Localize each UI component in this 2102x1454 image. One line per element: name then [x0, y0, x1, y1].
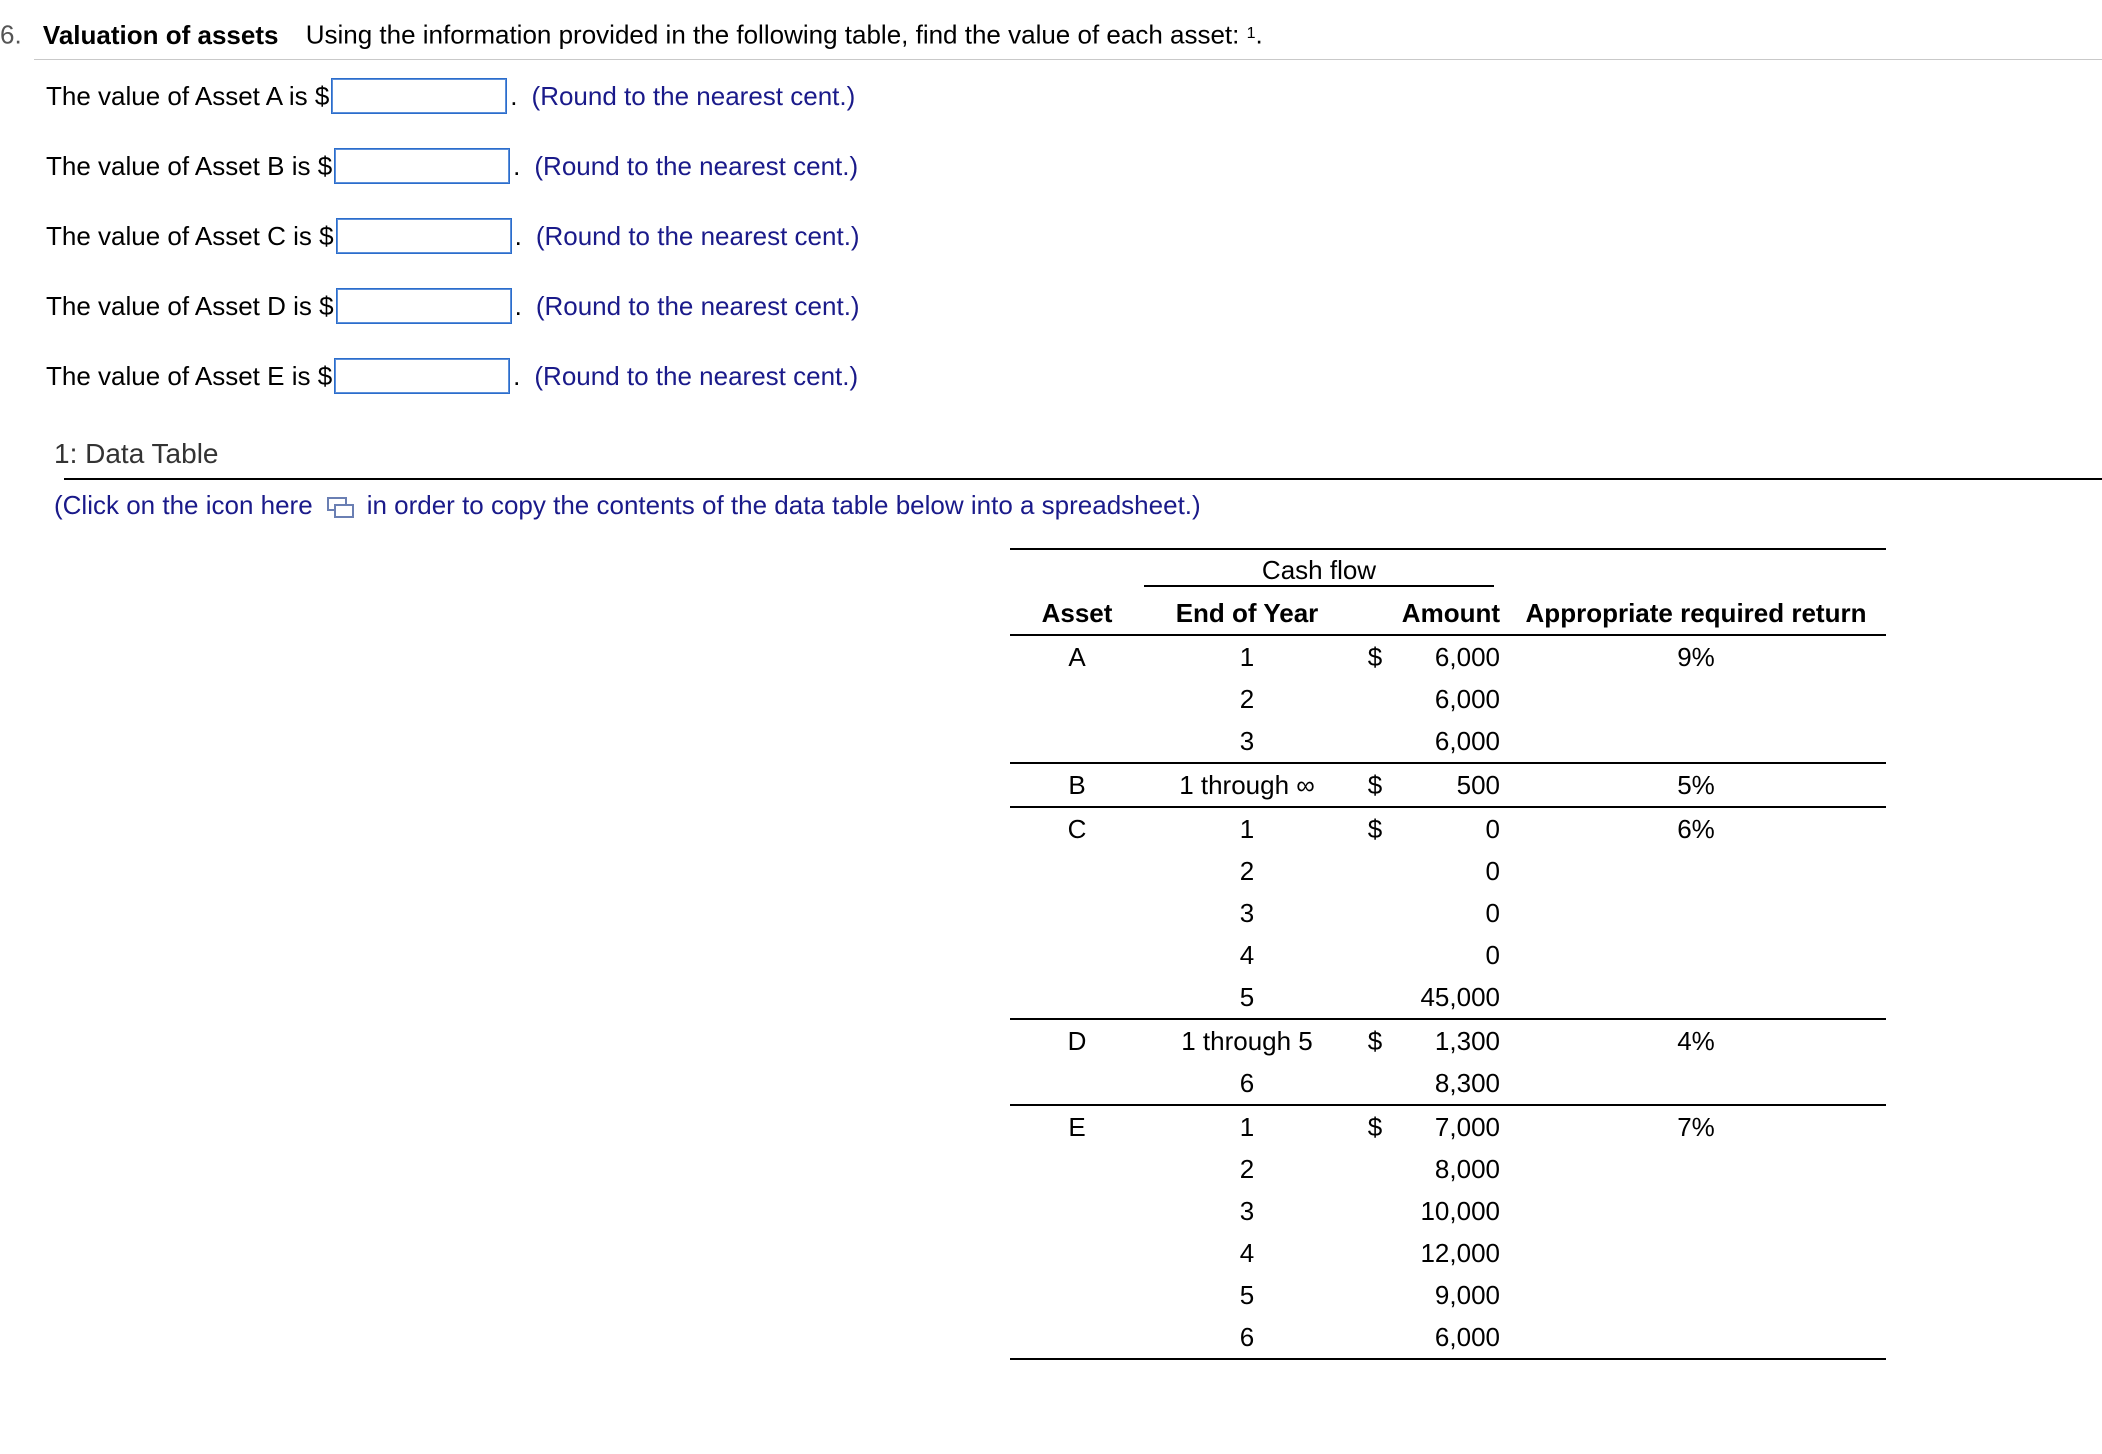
cell-end-of-year: 2: [1239, 1154, 1255, 1184]
cell-end-of-year: 6: [1144, 1316, 1350, 1359]
cell-currency: $: [1367, 642, 1383, 672]
cell-currency: [1350, 1274, 1400, 1316]
cell-required-return: [1506, 892, 1886, 934]
table-row: [1010, 1105, 1886, 1148]
cell-amount: 6,000: [1434, 684, 1500, 714]
cell-required-return: [1506, 1232, 1886, 1274]
cell-amount: 6,000: [1400, 720, 1506, 763]
data-table-title: 1: Data Table: [54, 438, 219, 469]
answer-label: The value of Asset A is $: [46, 81, 330, 111]
cell-required-return: 6%: [1677, 814, 1715, 844]
cell-end-of-year: 1: [1239, 1112, 1255, 1142]
column-header-asset: Asset: [1010, 592, 1144, 635]
cell-required-return: [1506, 720, 1886, 763]
asset-a-value-input[interactable]: [331, 78, 507, 114]
cell-asset: [1010, 1190, 1144, 1232]
asset-b-value-input[interactable]: [334, 148, 510, 184]
cell-currency: [1350, 1232, 1400, 1274]
cell-currency: $: [1367, 1026, 1383, 1056]
round-hint: (Round to the nearest cent.): [531, 81, 856, 111]
cell-asset: C: [1067, 814, 1087, 844]
cell-amount: 10,000: [1420, 1196, 1500, 1226]
cell-amount: 12,000: [1420, 1238, 1500, 1268]
cell-amount: 1,300: [1434, 1026, 1500, 1056]
cell-required-return: [1506, 678, 1886, 720]
copy-spreadsheet-icon[interactable]: [325, 494, 353, 516]
cell-amount: 0: [1485, 940, 1500, 970]
cell-currency: [1350, 850, 1400, 892]
cell-end-of-year: 4: [1239, 1238, 1255, 1268]
round-hint: (Round to the nearest cent.): [534, 151, 859, 181]
cell-amount: 6,000: [1400, 1316, 1506, 1359]
cell-required-return: 7%: [1677, 1112, 1715, 1142]
cell-asset: [1010, 934, 1144, 976]
cell-asset: D: [1067, 1026, 1087, 1056]
cell-required-return: 9%: [1677, 642, 1715, 672]
question-trailing: .: [1255, 19, 1263, 50]
answer-row-d: [46, 286, 860, 326]
answer-separator: .: [514, 291, 522, 321]
table-row: [1010, 1062, 1886, 1105]
cell-asset: [1010, 1232, 1144, 1274]
column-header-required-return: Appropriate required return: [1506, 592, 1886, 635]
cell-asset: [1010, 892, 1144, 934]
cell-required-return: [1506, 1190, 1886, 1232]
cell-amount: 45,000: [1400, 976, 1506, 1019]
answer-separator: .: [514, 221, 522, 251]
column-header-amount: Amount: [1350, 592, 1506, 635]
footnote-link[interactable]: 1: [1246, 25, 1256, 42]
cell-required-return: [1506, 1062, 1886, 1105]
cell-amount: 0: [1485, 856, 1500, 886]
copy-text-before: (Click on the icon here: [54, 490, 313, 520]
table-row: [1010, 763, 1886, 807]
round-hint: (Round to the nearest cent.): [535, 291, 860, 321]
cell-currency: [1350, 934, 1400, 976]
cell-currency: [1350, 1316, 1400, 1359]
cell-end-of-year: 6: [1144, 1062, 1350, 1105]
cell-currency: [1350, 678, 1400, 720]
cell-required-return: 5%: [1506, 763, 1886, 807]
cell-asset: [1010, 976, 1144, 1019]
table-row: [1010, 807, 1886, 850]
answer-label: The value of Asset B is $: [46, 151, 333, 181]
cell-required-return: [1506, 934, 1886, 976]
round-hint: (Round to the nearest cent.): [535, 221, 860, 251]
data-table-divider: [64, 478, 2102, 480]
cell-currency: $: [1367, 814, 1383, 844]
cell-asset: [1010, 850, 1144, 892]
cell-end-of-year: 3: [1239, 1196, 1255, 1226]
asset-d-value-input[interactable]: [336, 288, 512, 324]
answer-row-b: [46, 146, 858, 186]
asset-e-value-input[interactable]: [334, 358, 510, 394]
cell-asset: [1010, 1062, 1144, 1105]
table-row: [1010, 1148, 1886, 1190]
cash-flow-group-header: Cash flow: [1144, 555, 1494, 587]
cell-currency: $: [1350, 763, 1400, 807]
answer-row-a: [46, 76, 855, 116]
cell-required-return: [1506, 1274, 1886, 1316]
cell-currency: [1350, 892, 1400, 934]
cell-amount: 8,000: [1434, 1154, 1500, 1184]
question-number: 6.: [0, 19, 22, 50]
cell-currency: [1350, 976, 1400, 1019]
answer-label: The value of Asset E is $: [46, 361, 333, 391]
table-row: [1010, 1190, 1886, 1232]
cell-amount: 0: [1485, 814, 1500, 844]
cell-required-return: [1506, 1316, 1886, 1359]
cell-amount: 9,000: [1434, 1280, 1500, 1310]
cell-currency: $: [1367, 1112, 1383, 1142]
cell-asset: [1010, 720, 1144, 763]
cell-currency: [1350, 1148, 1400, 1190]
cell-required-return: 4%: [1677, 1026, 1715, 1056]
table-row: [1010, 1316, 1886, 1359]
table-row: [1010, 892, 1886, 934]
copy-text-after: in order to copy the contents of the data table below into a spreadsheet.): [366, 490, 1201, 520]
question-header: [0, 10, 1263, 50]
cell-end-of-year: 2: [1239, 856, 1255, 886]
cell-required-return: [1506, 976, 1886, 1019]
cell-end-of-year: 1 through 5: [1181, 1026, 1313, 1056]
cell-asset: [1010, 1274, 1144, 1316]
table-row: [1010, 720, 1886, 763]
cell-end-of-year: 3: [1239, 898, 1255, 928]
cell-end-of-year: 4: [1239, 940, 1255, 970]
answer-separator: .: [513, 151, 521, 181]
question-prompt: Using the information provided in the following table, find the value of each asset:: [305, 19, 1240, 50]
data-table: [1010, 548, 1886, 1360]
question-title: Valuation of assets: [42, 19, 279, 50]
cell-required-return: [1506, 1148, 1886, 1190]
cell-required-return: [1506, 850, 1886, 892]
table-row: [1010, 1019, 1886, 1062]
cell-end-of-year: 3: [1144, 720, 1350, 763]
table-row: [1010, 678, 1886, 720]
cell-amount: 7,000: [1434, 1112, 1500, 1142]
table-row: [1010, 635, 1886, 678]
cell-end-of-year: 5: [1144, 976, 1350, 1019]
cell-asset: [1010, 1148, 1144, 1190]
cell-amount: 8,300: [1400, 1062, 1506, 1105]
cell-currency: [1350, 1062, 1400, 1105]
cell-end-of-year: 2: [1239, 684, 1255, 714]
round-hint: (Round to the nearest cent.): [534, 361, 859, 391]
cell-currency: [1350, 720, 1400, 763]
answer-separator: .: [510, 81, 518, 111]
cell-amount: 500: [1400, 763, 1506, 807]
table-row: [1010, 976, 1886, 1019]
cell-asset: E: [1068, 1112, 1086, 1142]
cell-amount: 0: [1485, 898, 1500, 928]
answer-label: The value of Asset C is $: [46, 221, 334, 251]
copy-instructions: [54, 487, 1201, 523]
column-header-end-of-year: End of Year: [1144, 592, 1350, 635]
cell-end-of-year: 5: [1239, 1280, 1255, 1310]
cell-asset: [1010, 1316, 1144, 1359]
cell-end-of-year: 1: [1239, 642, 1255, 672]
answer-row-c: [46, 216, 860, 256]
cell-asset: B: [1010, 763, 1144, 807]
table-row: [1010, 934, 1886, 976]
cell-amount: 6,000: [1434, 642, 1500, 672]
cell-asset: [1010, 678, 1144, 720]
cell-asset: A: [1068, 642, 1086, 672]
cell-end-of-year: 1 through ∞: [1144, 763, 1350, 807]
asset-c-value-input[interactable]: [336, 218, 512, 254]
header-divider: [34, 59, 2102, 60]
table-row: [1010, 850, 1886, 892]
cell-currency: [1350, 1190, 1400, 1232]
table-row: [1010, 1232, 1886, 1274]
answer-row-e: [46, 356, 858, 396]
answer-label: The value of Asset D is $: [46, 291, 334, 321]
cell-end-of-year: 1: [1239, 814, 1255, 844]
table-row: [1010, 1274, 1886, 1316]
answer-separator: .: [513, 361, 521, 391]
